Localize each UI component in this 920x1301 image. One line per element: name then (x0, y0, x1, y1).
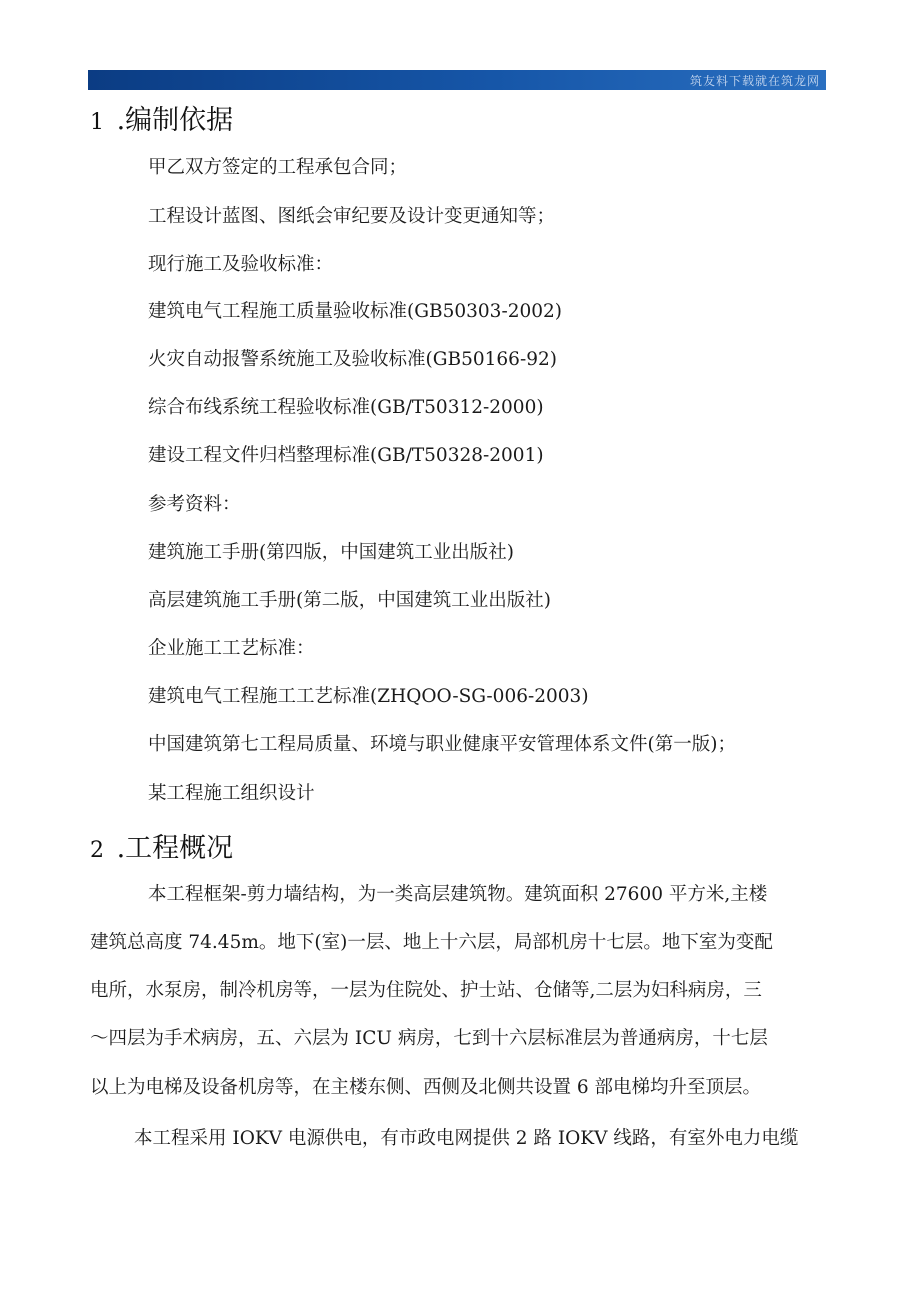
basis-item: 火灾自动报警系统施工及验收标准(GB50166-92) (148, 349, 557, 370)
overview-line: 以上为电梯及设备机房等，在主楼东侧、西侧及北侧共设置 6 部电梯均升至顶层。 (90, 1077, 762, 1098)
section1-title: .编制依据 (116, 105, 234, 136)
basis-item: 某工程施工组织设计 (148, 783, 315, 804)
basis-item: 建筑施工手册(第四版，中国建筑工业出版社) (148, 542, 514, 563)
overview-line: 本工程采用 IOKV 电源供电，有市政电网提供 2 路 IOKV 线路，有室外电力电缆 (134, 1128, 799, 1149)
basis-item: 工程设计蓝图、图纸会审纪要及设计变更通知等； (148, 206, 556, 227)
section1-heading (90, 107, 233, 134)
basis-item: 甲乙双方签定的工程承包合同； (148, 157, 408, 178)
header-bar (88, 70, 826, 90)
basis-item: 参考资料： (148, 494, 241, 515)
basis-item: 现行施工及验收标准： (148, 254, 334, 275)
basis-item: 建筑电气工程施工工艺标准(ZHQOO-SG-006-2003) (148, 686, 589, 707)
overview-line: 电所，水泵房，制冷机房等，一层为住院处、护士站、仓储等,二层为妇科病房，三 (90, 980, 762, 1001)
basis-item: 建设工程文件归档整理标准(GB/T50328-2001) (148, 445, 544, 466)
section1-number: 1 (90, 110, 104, 135)
basis-item: 综合布线系统工程验收标准(GB/T50312-2000) (148, 397, 544, 418)
basis-item: 高层建筑施工手册(第二版，中国建筑工业出版社) (148, 590, 551, 611)
basis-item: 企业施工工艺标准： (148, 638, 315, 659)
overview-line: 本工程框架-剪力墙结构，为一类高层建筑物。建筑面积 27600 平方米,主楼 (148, 884, 768, 905)
section2-number: 2 (90, 838, 104, 863)
header-watermark: 筑友料下载就在筑龙网 (689, 74, 820, 88)
basis-item: 中国建筑第七工程局质量、环境与职业健康平安管理体系文件(第一版)； (148, 734, 736, 755)
section2-title: .工程概况 (116, 833, 234, 864)
overview-line: 建筑总高度 74.45m。地下(室)一层、地上十六层，局部机房十七层。地下室为变配 (90, 932, 773, 953)
overview-line: ～四层为手术病房，五、六层为 ICU 病房，七到十六层标准层为普通病房，十七层 (90, 1028, 768, 1049)
section2-heading (90, 835, 233, 862)
basis-item: 建筑电气工程施工质量验收标准(GB50303-2002) (148, 301, 562, 322)
